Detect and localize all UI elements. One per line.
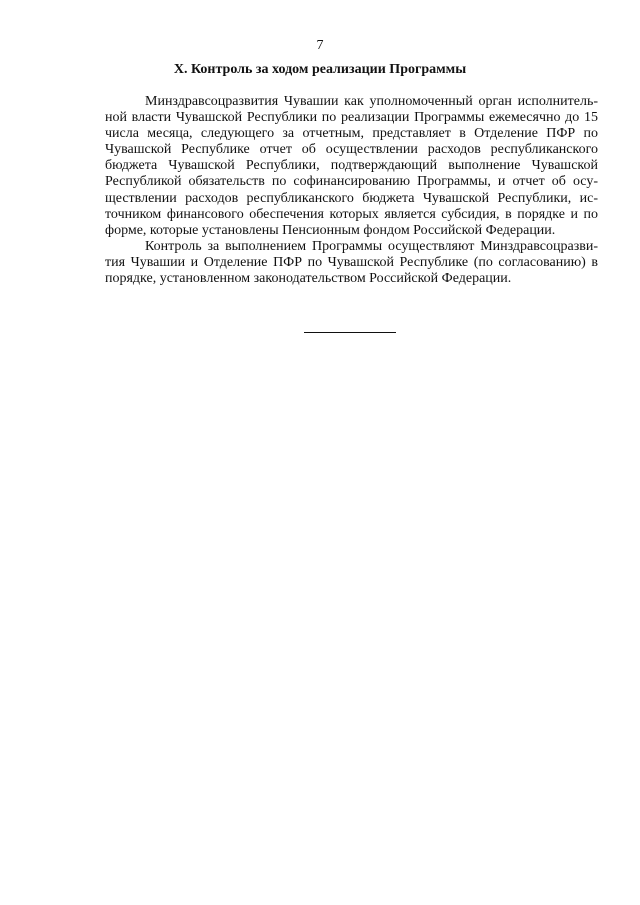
page-number: 7 xyxy=(316,38,324,53)
section-title: X. Контроль за ходом реализации Программы xyxy=(173,62,467,77)
paragraph-reporting: Минздравсоцразвития Чувашии как уполномоченный орган исполнительной власти Чувашской Республики по реализации Программы ежемесячно до 15 числа месяца, следующего за отчетным, представляет в Отделение ПФР по Чувашской Республике отчет об осуществлении расходов республиканского бюджета Чувашской Республики, подтверждающий выполнение Чувашской Республикой обязательств по софинансированию Программы, и отчет об осуществлении расходов республиканского бюджета Чувашской Республики, источником финансового обеспечения которых является субсидия, в порядке и по форме, которые установлены Пенсионным фондом Российской Федерации. xyxy=(105,94,598,238)
body-text xyxy=(105,94,598,287)
paragraph-control: Контроль за выполнением Программы осуществляют Минздравсоцразвития Чувашии и Отделение ПФР по Чувашской Республике (по согласованию) в порядке, установленном законодательством Российской Федерации. xyxy=(105,238,598,287)
end-divider-line xyxy=(304,332,396,333)
